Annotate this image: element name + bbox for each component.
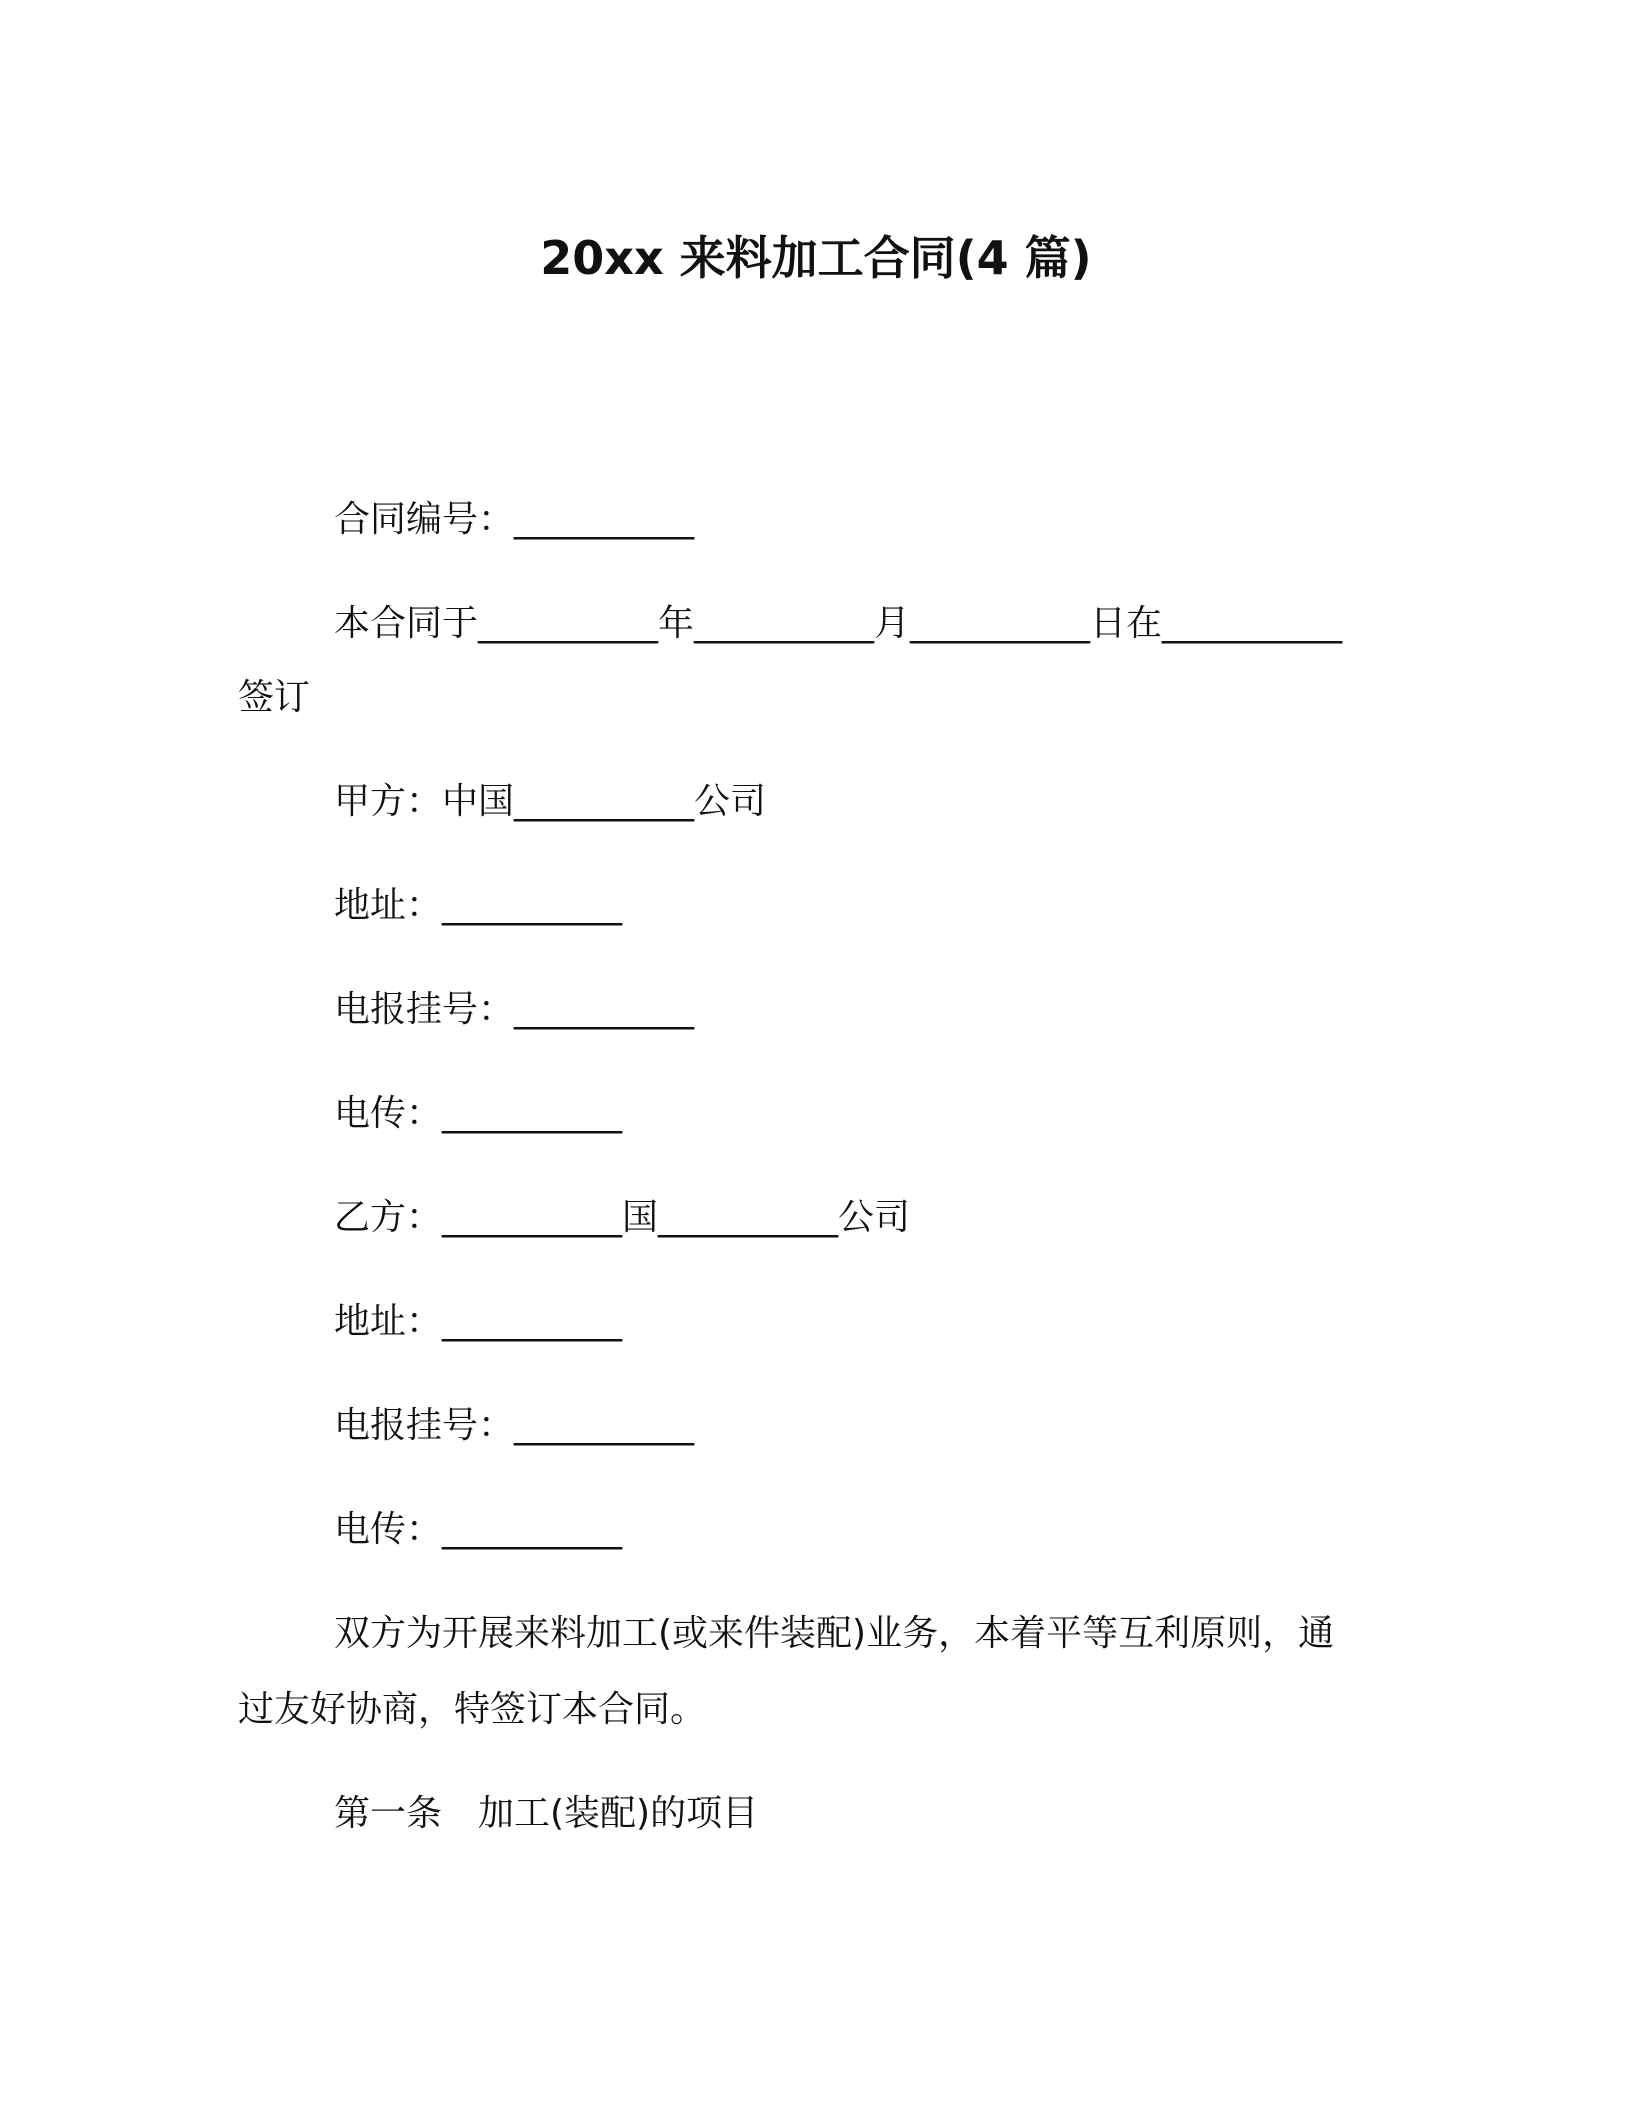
article-one-heading: 第一条 加工(装配)的项目 — [334, 1793, 759, 1834]
party-a-address-line: 地址：__________ — [334, 885, 623, 926]
party-a-telex-line: 电传：__________ — [334, 1093, 623, 1134]
party-b-telex-line: 电传：__________ — [334, 1509, 623, 1550]
party-b-cable-line: 电报挂号：__________ — [334, 1405, 695, 1446]
preamble-line-1: 双方为开展来料加工(或来件装配)业务，本着平等互利原则，通 — [334, 1613, 1335, 1654]
preamble-line-2: 过友好协商，特签订本合同。 — [238, 1689, 707, 1730]
signing-date-place-line: 本合同于__________年__________月__________日在__________ — [334, 603, 1343, 644]
document-title: 20xx 来料加工合同(4 篇) — [540, 231, 1092, 285]
contract-number-line: 合同编号：__________ — [334, 499, 695, 540]
party-b-address-line: 地址：__________ — [334, 1301, 623, 1342]
party-a-cable-line: 电报挂号：__________ — [334, 989, 695, 1030]
party-b-line: 乙方：__________国__________公司 — [334, 1197, 911, 1238]
signing-line-continuation: 签订 — [238, 677, 311, 718]
party-a-line: 甲方：中国__________公司 — [334, 781, 767, 822]
